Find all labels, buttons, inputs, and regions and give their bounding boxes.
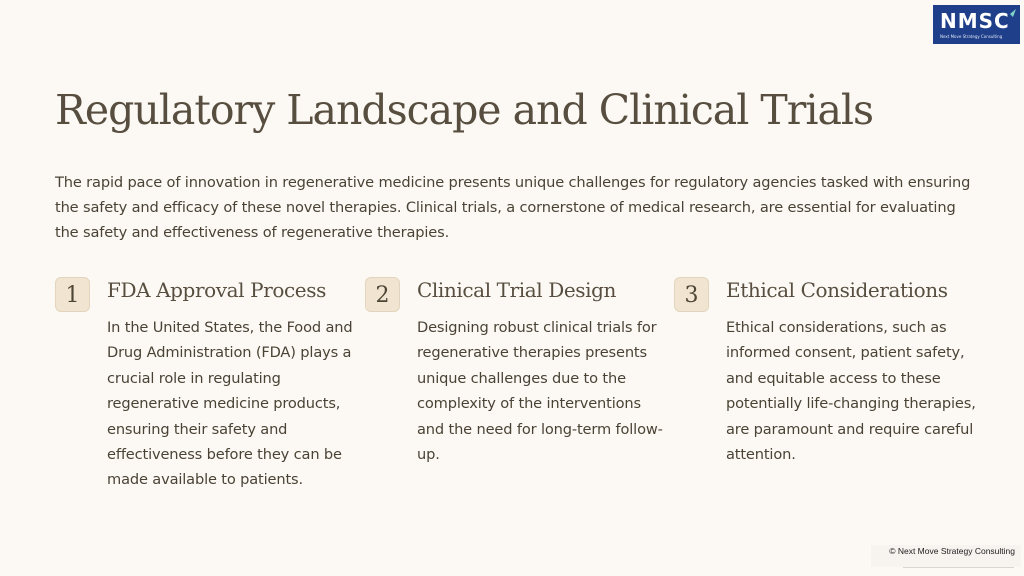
logo-text: NMSC <box>940 9 1010 33</box>
number-badge: 2 <box>365 277 400 312</box>
footer-divider <box>903 567 1014 568</box>
logo-arrow-icon <box>1003 8 1017 20</box>
number-badge: 3 <box>674 277 709 312</box>
logo-tagline: Next Move Strategy Consulting <box>940 34 1003 39</box>
number-badge: 1 <box>55 277 90 312</box>
company-logo <box>933 5 1020 44</box>
slide-title: Regulatory Landscape and Clinical Trials <box>55 86 874 134</box>
column-title: FDA Approval Process <box>107 278 326 302</box>
footer-copyright: © Next Move Strategy Consulting <box>889 546 1015 556</box>
column-body: Ethical considerations, such as informed consent, patient safety, and equitable access to these potentially life-changing therapies, are paramount and require careful attention. <box>726 319 976 464</box>
intro-paragraph: The rapid pace of innovation in regenerative medicine presents unique challenges for regulatory agencies tasked with ensuring the safety and efficacy of these novel therapies. Clinical trials, a cornerstone of medical research, are essential for evaluating the safety and effectiveness of regenerative therapies. <box>55 174 971 241</box>
column-body: In the United States, the Food and Drug Administration (FDA) plays a crucial role in regulating regenerative medicine products, ensuring their safety and effectiveness before they can be made available to patients. <box>107 319 353 489</box>
column-title: Clinical Trial Design <box>417 278 617 302</box>
column-title: Ethical Considerations <box>726 278 948 302</box>
column-body: Designing robust clinical trials for regenerative therapies presents unique challenges due to the complexity of the interventions and the need for long-term follow-up. <box>417 319 663 464</box>
